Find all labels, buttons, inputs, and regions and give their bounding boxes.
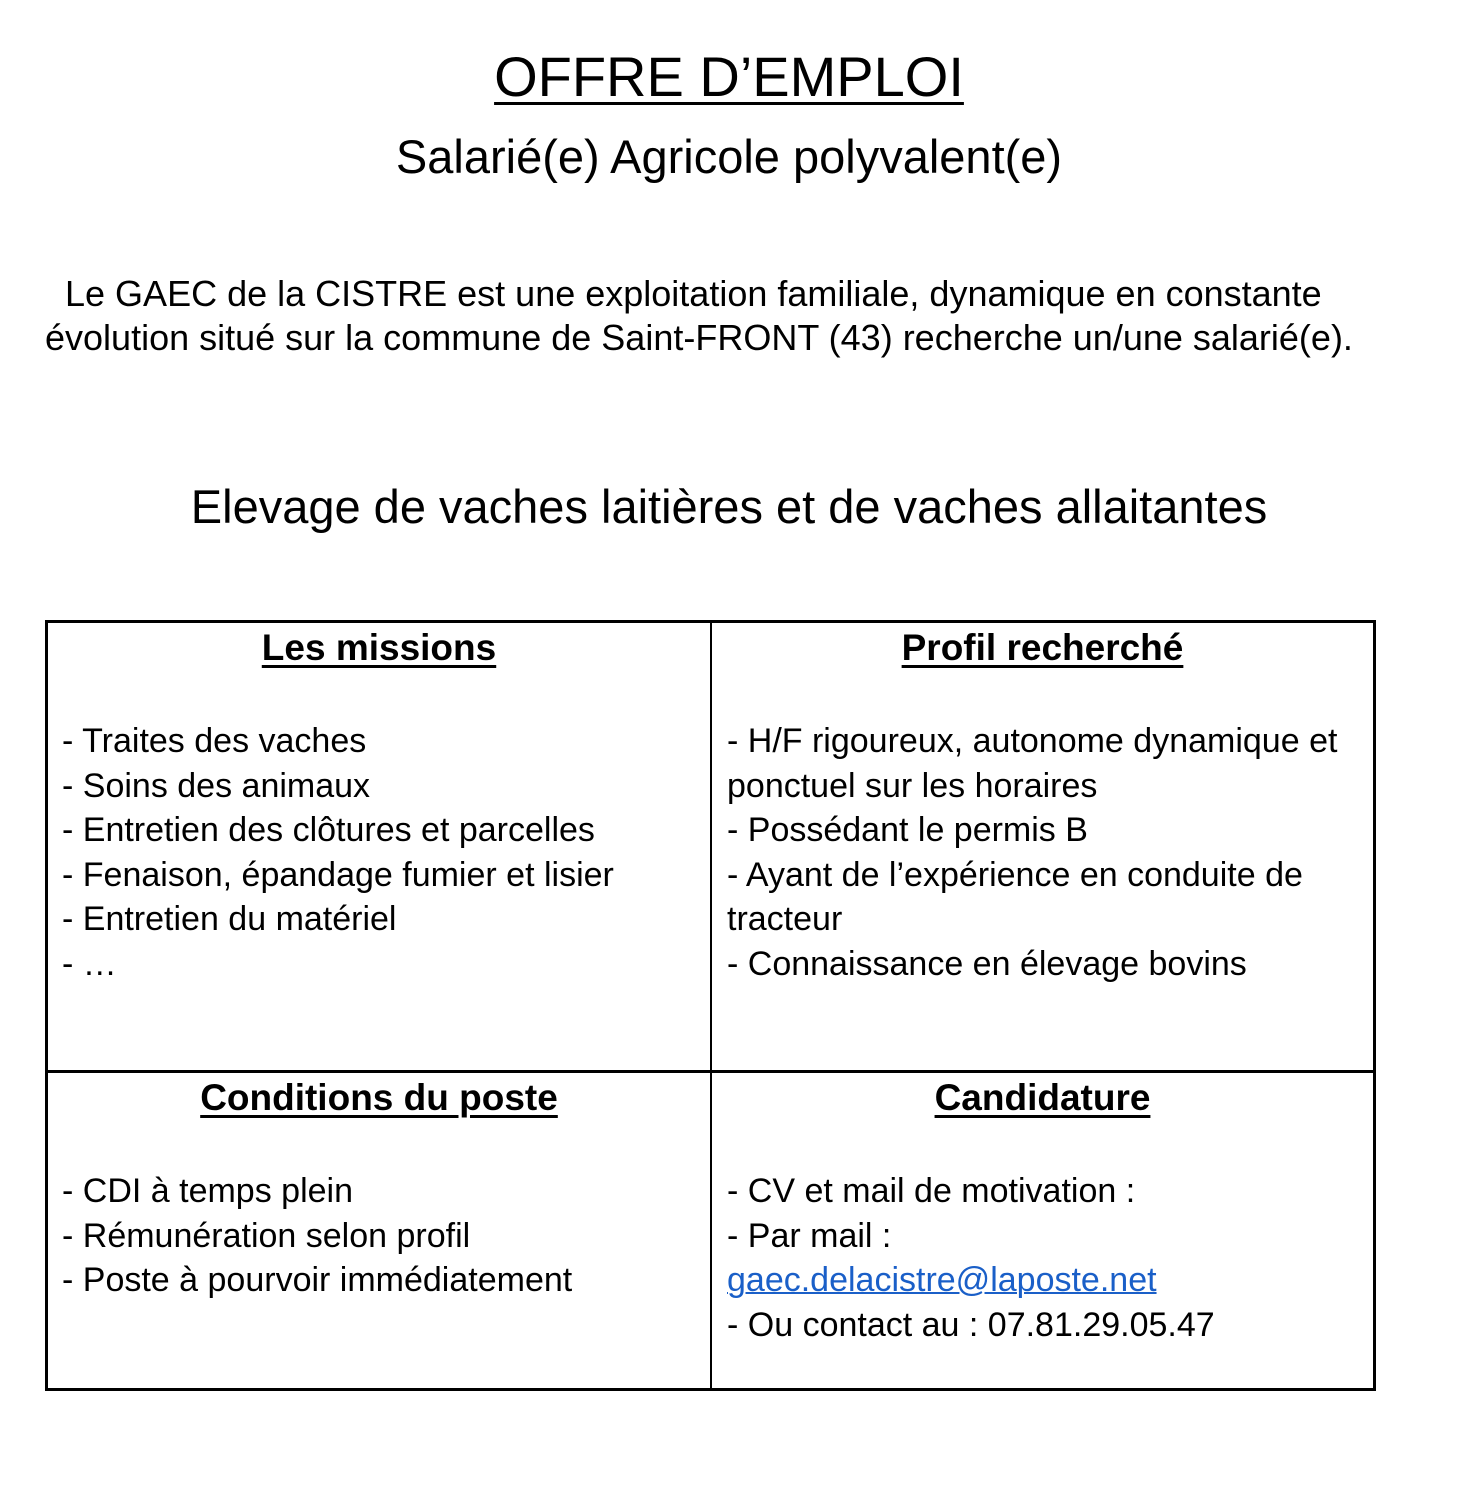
list-item: - H/F rigoureux, autonome dynamique et ponctuel sur les horaires <box>727 722 1338 805</box>
job-details-table <box>45 620 1376 1391</box>
application-list <box>712 1169 1373 1347</box>
list-item: - Rémunération selon profil <box>62 1216 471 1255</box>
list-item: - Par mail : <box>727 1216 892 1255</box>
application-heading: Candidature <box>934 1077 1151 1118</box>
list-item: - Poste à pourvoir immédiatement <box>62 1261 573 1299</box>
conditions-cell <box>48 1073 712 1388</box>
profile-list <box>712 719 1373 986</box>
list-item: - Ayant de l’expérience en conduite de tracteur <box>727 855 1303 938</box>
list-item: - CDI à temps plein <box>62 1172 353 1210</box>
list-item: - Fenaison, épandage fumier et lisier <box>62 855 614 894</box>
missions-list <box>48 719 710 986</box>
conditions-heading: Conditions du poste <box>200 1077 558 1118</box>
list-item: - Connaissance en élevage bovins <box>727 944 1247 983</box>
profile-cell <box>712 623 1373 1073</box>
intro-paragraph: Le GAEC de la CISTRE est une exploitation familiale, dynamique en constante évolution situé sur la commune de Saint-FRONT (43) recherche un/une salarié(e). <box>45 273 1353 358</box>
email-item <box>727 1258 1363 1303</box>
page-title: OFFRE D’EMPLOI <box>494 45 964 108</box>
list-item: - Soins des animaux <box>62 766 371 805</box>
activity-heading: Elevage de vaches laitières et de vaches allaitantes <box>190 480 1268 533</box>
missions-heading: Les missions <box>261 627 497 668</box>
missions-cell <box>48 623 712 1073</box>
phone-item: - Ou contact au : 07.81.29.05.47 <box>727 1305 1215 1344</box>
list-item: - Entretien des clôtures et parcelles <box>62 811 595 849</box>
profile-heading: Profil recherché <box>901 627 1184 668</box>
list-item: - Traites des vaches <box>62 722 367 760</box>
list-item: - Entretien du matériel <box>62 900 397 938</box>
list-item: - CV et mail de motivation : <box>727 1172 1136 1210</box>
list-item: - … <box>62 944 117 983</box>
email-link[interactable]: gaec.delacistre@laposte.net <box>727 1261 1157 1299</box>
list-item: - Possédant le permis B <box>727 811 1088 849</box>
application-cell <box>712 1073 1373 1388</box>
conditions-list <box>48 1169 710 1303</box>
job-subtitle: Salarié(e) Agricole polyvalent(e) <box>395 130 1063 183</box>
